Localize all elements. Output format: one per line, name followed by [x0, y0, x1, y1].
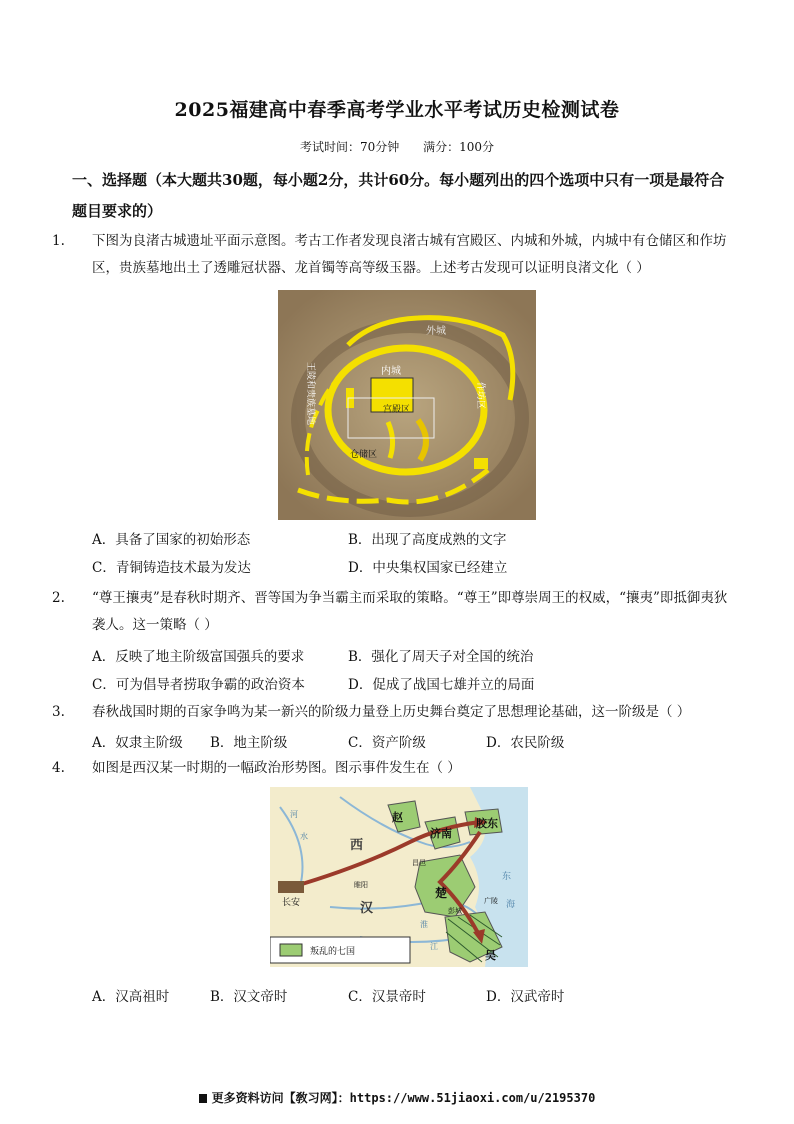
- section-heading: 一、选择题（本大题共30题，每小题2分，共计60分。每小题列出的四个选项中只有一项是最符合题目要求的）: [72, 171, 725, 220]
- question-number: 2.: [52, 590, 65, 606]
- full-score: 满分：100分: [423, 140, 494, 154]
- option-b[interactable]: B．出现了高度成熟的文字: [348, 532, 507, 548]
- question-3: [52, 699, 732, 726]
- liangzhu-site-map: [278, 290, 536, 520]
- footer-text[interactable]: 更多资料访问【敎习网】：https://www.51jiaoxi.com/u/2195370: [211, 1091, 596, 1105]
- question-2: [52, 585, 732, 639]
- question-number: 1.: [52, 233, 65, 249]
- map-label-guangling: 广陵: [484, 897, 498, 905]
- option-b[interactable]: B．地主阶级: [210, 735, 288, 751]
- question-stem: 下图为良渚古城遗址平面示意图。考古工作者发现良渚古城有宫殿区、内城和外城，内城中有仓储区和作坊区，贵族墓地出土了透雕冠状器、龙首镯等高等级玉器。上述考古发现可以证明良渚文化（ ）: [92, 233, 727, 276]
- western-han-map: [270, 787, 528, 967]
- option-d[interactable]: D．汉武帝时: [486, 989, 565, 1005]
- map-label-zhao: 赵: [392, 811, 403, 824]
- map-label-dong: 东: [502, 872, 512, 882]
- option-d[interactable]: D．农民阶级: [486, 735, 565, 751]
- map-legend-label: 叛乱的七国: [310, 947, 356, 957]
- map-label-changan: 长安: [282, 898, 301, 908]
- option-d[interactable]: D．中央集权国家已经建立: [348, 560, 508, 576]
- map-label-shui: 水: [300, 832, 308, 841]
- question-4: [52, 755, 732, 782]
- map-label-suiyang: 睢阳: [354, 881, 368, 889]
- map-label-han: 汉: [360, 901, 374, 916]
- option-c[interactable]: C．汉景帝时: [348, 989, 426, 1005]
- map-label-he: 河: [290, 810, 298, 819]
- option-c[interactable]: C．青铜铸造技术最为发达: [92, 560, 251, 576]
- option-a[interactable]: A．具备了国家的初始形态: [92, 532, 251, 548]
- map-label-huai: 淮: [420, 920, 428, 929]
- map-label-jiang: 江: [430, 942, 438, 951]
- question-number: 3.: [52, 704, 65, 720]
- option-c[interactable]: C．可为倡导者捞取争霸的政治资本: [92, 677, 305, 693]
- page-title: 2025福建高中春季高考学业水平考试历史检测试卷: [174, 99, 620, 121]
- map-label-inner-city: 内城: [381, 366, 401, 377]
- exam-info: [0, 138, 794, 155]
- map-label-hai: 海: [506, 900, 516, 910]
- map-label-outer-city: 外城: [426, 326, 446, 337]
- exam-time: 考试时间：70分钟: [299, 140, 400, 154]
- map-label-palace: 宫殿区: [383, 405, 411, 415]
- footer-link[interactable]: [0, 1089, 794, 1106]
- option-b[interactable]: B．汉文帝时: [210, 989, 288, 1005]
- option-b[interactable]: B．强化了周天子对全国的统治: [348, 649, 534, 665]
- question-stem: 如图是西汉某一时期的一幅政治形势图。图示事件发生在（ ）: [92, 760, 461, 776]
- map-label-workshop: 作坊区: [475, 382, 485, 410]
- option-a[interactable]: A．汉高祖时: [92, 989, 170, 1005]
- question-stem: 春秋战国时期的百家争鸣为某一新兴的阶级力量登上历史舞台奠定了思想理论基础，这一阶级是（ ）: [92, 704, 691, 720]
- map-label-jiaodong: 胶东: [476, 817, 498, 830]
- option-a[interactable]: A．奴隶主阶级: [92, 735, 183, 751]
- map-label-chu: 楚: [435, 886, 448, 900]
- map-label-storage: 仓储区: [350, 450, 378, 460]
- option-d[interactable]: D．促成了战国七雄并立的局面: [348, 677, 535, 693]
- flag-icon: [199, 1094, 207, 1103]
- map-label-wu: 吴: [485, 949, 496, 962]
- question-stem: “尊王攘夷”是春秋时期齐、晋等国为争当霸主而采取的策略。“尊王”即尊崇周王的权威，“攘夷”即抵御夷狄袭人。这一策略（ ）: [92, 590, 728, 633]
- map-label-tombs: 王陵和贵族墓地: [305, 362, 315, 426]
- option-c[interactable]: C．资产阶级: [348, 735, 426, 751]
- question-1: [52, 228, 732, 282]
- option-a[interactable]: A．反映了地主阶级富国强兵的要求: [92, 649, 305, 665]
- map-label-pengcheng: 彭城: [448, 907, 462, 915]
- map-label-changyi: 昌邑: [412, 859, 426, 867]
- map-label-xi: 西: [350, 838, 364, 853]
- map-label-jinan: 济南: [430, 827, 452, 840]
- question-number: 4.: [52, 760, 65, 776]
